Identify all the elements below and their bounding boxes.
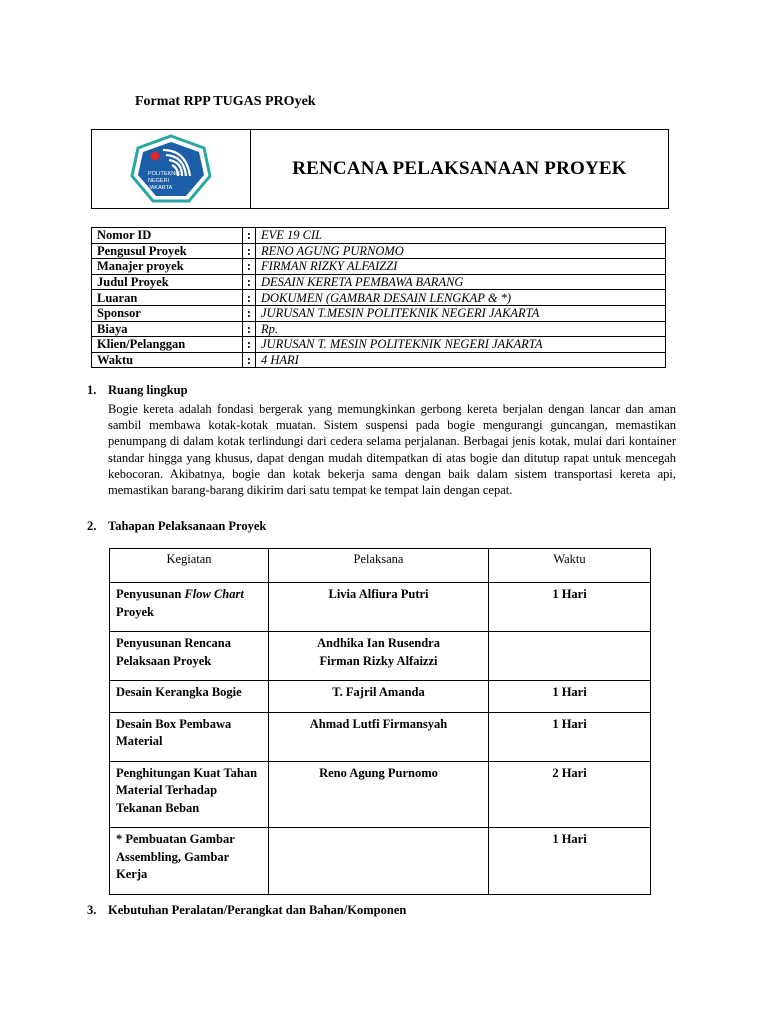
svg-text:JAKARTA: JAKARTA: [148, 185, 173, 191]
format-title: Format RPP TUGAS PROyek: [135, 94, 316, 109]
info-value: Rp.: [256, 321, 666, 337]
activity-kegiatan: [110, 583, 269, 632]
info-label: Waktu: [92, 352, 243, 368]
activity-waktu: 1 Hari: [489, 681, 651, 713]
info-label: Pengusul Proyek: [92, 243, 243, 259]
activity-kegiatan: [110, 761, 269, 828]
section-2-title: Tahapan Pelaksanaan Proyek: [108, 519, 267, 533]
activity-table-header: [110, 549, 651, 583]
activity-pelaksana: [269, 828, 489, 895]
activity-row: [110, 632, 651, 681]
info-label: Nomor ID: [92, 228, 243, 244]
activity-row: [110, 712, 651, 761]
kegiatan-text: Penyusunan Rencana Pelaksaan Proyek: [116, 636, 231, 668]
section-3-heading: [87, 903, 406, 918]
kegiatan-text: Penghitungan Kuat Tahan Material Terhadap Tekanan Beban: [116, 765, 258, 815]
activity-row: [110, 761, 651, 828]
activity-waktu: 2 Hari: [489, 761, 651, 828]
kegiatan-text-post: Proyek: [116, 604, 154, 619]
section-1-body: Bogie kereta adalah fondasi bergerak yang memungkinkan gerbong kereta berjalan dengan lancar dan aman sambil membawa kotak-kotak muatan. Sistem suspensi pada bogie mengurangi guncangan, memastikan penumpang di dalam kotak terlindungi dari cedera selama perjalanan. Berbagai jenis kotak, mulai dari kontainer standar hingga yang khusus, dapat dengan mudah ditempatkan di atas bogie dan ditutup rapat untuk mencegah kebocoran. Akibatnya, bogie dan kotak bekerja sama dengan baik dalam sistem transportasi kereta api, memastikan barang-barang dikirim dari satu tempat ke tempat lain dengan cepat.: [108, 402, 676, 498]
activity-kegiatan: [110, 712, 269, 761]
info-value: JURUSAN T.MESIN POLITEKNIK NEGERI JAKARTA: [256, 305, 666, 321]
activity-pelaksana: [269, 583, 489, 632]
info-label: Luaran: [92, 290, 243, 306]
section-2-heading: [87, 519, 266, 534]
info-label: Biaya: [92, 321, 243, 337]
svg-text:NEGERI: NEGERI: [148, 178, 170, 184]
kegiatan-text: Desain Box Pembawa Material: [116, 716, 232, 748]
pelaksana-name: Firman Rizky Alfaizzi: [319, 653, 438, 668]
pelaksana-name: Ahmad Lutfi Firmansyah: [309, 716, 448, 731]
activity-kegiatan: [110, 632, 269, 681]
activity-row: [110, 583, 651, 632]
kegiatan-emphasis: Flow Chart: [184, 587, 244, 601]
section-3-number: 3.: [87, 903, 97, 917]
pelaksana-name: T. Fajril Amanda: [332, 685, 425, 699]
section-1-title: Ruang lingkup: [108, 383, 188, 397]
svg-text:POLITEKNIK: POLITEKNIK: [148, 171, 181, 177]
header-waktu: Waktu: [489, 549, 651, 583]
activity-table: [109, 548, 651, 895]
info-row: [92, 337, 666, 353]
activity-pelaksana: [269, 712, 489, 761]
pelaksana-name: Reno Agung Purnomo: [319, 765, 438, 780]
project-info-table: [91, 227, 666, 368]
info-colon: :: [243, 290, 256, 306]
pnj-logo: [130, 133, 212, 205]
activity-waktu: [489, 632, 651, 681]
logo-cell: [92, 130, 251, 208]
info-row: [92, 352, 666, 368]
activity-row: [110, 681, 651, 713]
activity-waktu: 1 Hari: [489, 712, 651, 761]
info-row: [92, 274, 666, 290]
info-value: DOKUMEN (GAMBAR DESAIN LENGKAP & *): [256, 290, 666, 306]
section-1-heading: [87, 383, 188, 398]
info-value: 4 HARI: [256, 352, 666, 368]
kegiatan-text: Desain Kerangka Bogie: [116, 685, 242, 699]
header-box: [91, 129, 669, 209]
info-colon: :: [243, 305, 256, 321]
header-pelaksana: Pelaksana: [269, 549, 489, 583]
info-colon: :: [243, 274, 256, 290]
info-value: EVE 19 CIL: [256, 228, 666, 244]
info-colon: :: [243, 228, 256, 244]
info-row: [92, 321, 666, 337]
section-2-number: 2.: [87, 519, 97, 533]
activity-kegiatan: [110, 681, 269, 713]
info-row: [92, 305, 666, 321]
kegiatan-text: Penyusunan: [116, 587, 185, 601]
info-value: DESAIN KERETA PEMBAWA BARANG: [256, 274, 666, 290]
section-1-number: 1.: [87, 383, 97, 397]
section-3-title: Kebutuhan Peralatan/Perangkat dan Bahan/Komponen: [108, 903, 407, 917]
activity-pelaksana: [269, 681, 489, 713]
pelaksana-name: Andhika Ian Rusendra: [317, 636, 440, 650]
info-label: Klien/Pelanggan: [92, 337, 243, 353]
info-colon: :: [243, 321, 256, 337]
document-title: RENCANA PELAKSANAAN PROYEK: [292, 158, 627, 179]
activity-row: [110, 828, 651, 895]
header-kegiatan: Kegiatan: [110, 549, 269, 583]
info-colon: :: [243, 352, 256, 368]
activity-waktu: 1 Hari: [489, 583, 651, 632]
activity-kegiatan: [110, 828, 269, 895]
info-label: Judul Proyek: [92, 274, 243, 290]
info-colon: :: [243, 259, 256, 275]
info-value: JURUSAN T. MESIN POLITEKNIK NEGERI JAKARTA: [256, 337, 666, 353]
info-row: [92, 243, 666, 259]
activity-waktu: 1 Hari: [489, 828, 651, 895]
info-colon: :: [243, 243, 256, 259]
pelaksana-name: Livia Alfiura Putri: [328, 587, 429, 601]
info-row: [92, 228, 666, 244]
info-label: Manajer proyek: [92, 259, 243, 275]
info-value: FIRMAN RIZKY ALFAIZZI: [256, 259, 666, 275]
activity-pelaksana: [269, 761, 489, 828]
info-colon: :: [243, 337, 256, 353]
activity-pelaksana: [269, 632, 489, 681]
kegiatan-text: * Pembuatan Gambar Assembling, Gambar Kerja: [116, 832, 235, 881]
info-value: RENO AGUNG PURNOMO: [256, 243, 666, 259]
info-row: [92, 259, 666, 275]
info-row: [92, 290, 666, 306]
info-label: Sponsor: [92, 305, 243, 321]
